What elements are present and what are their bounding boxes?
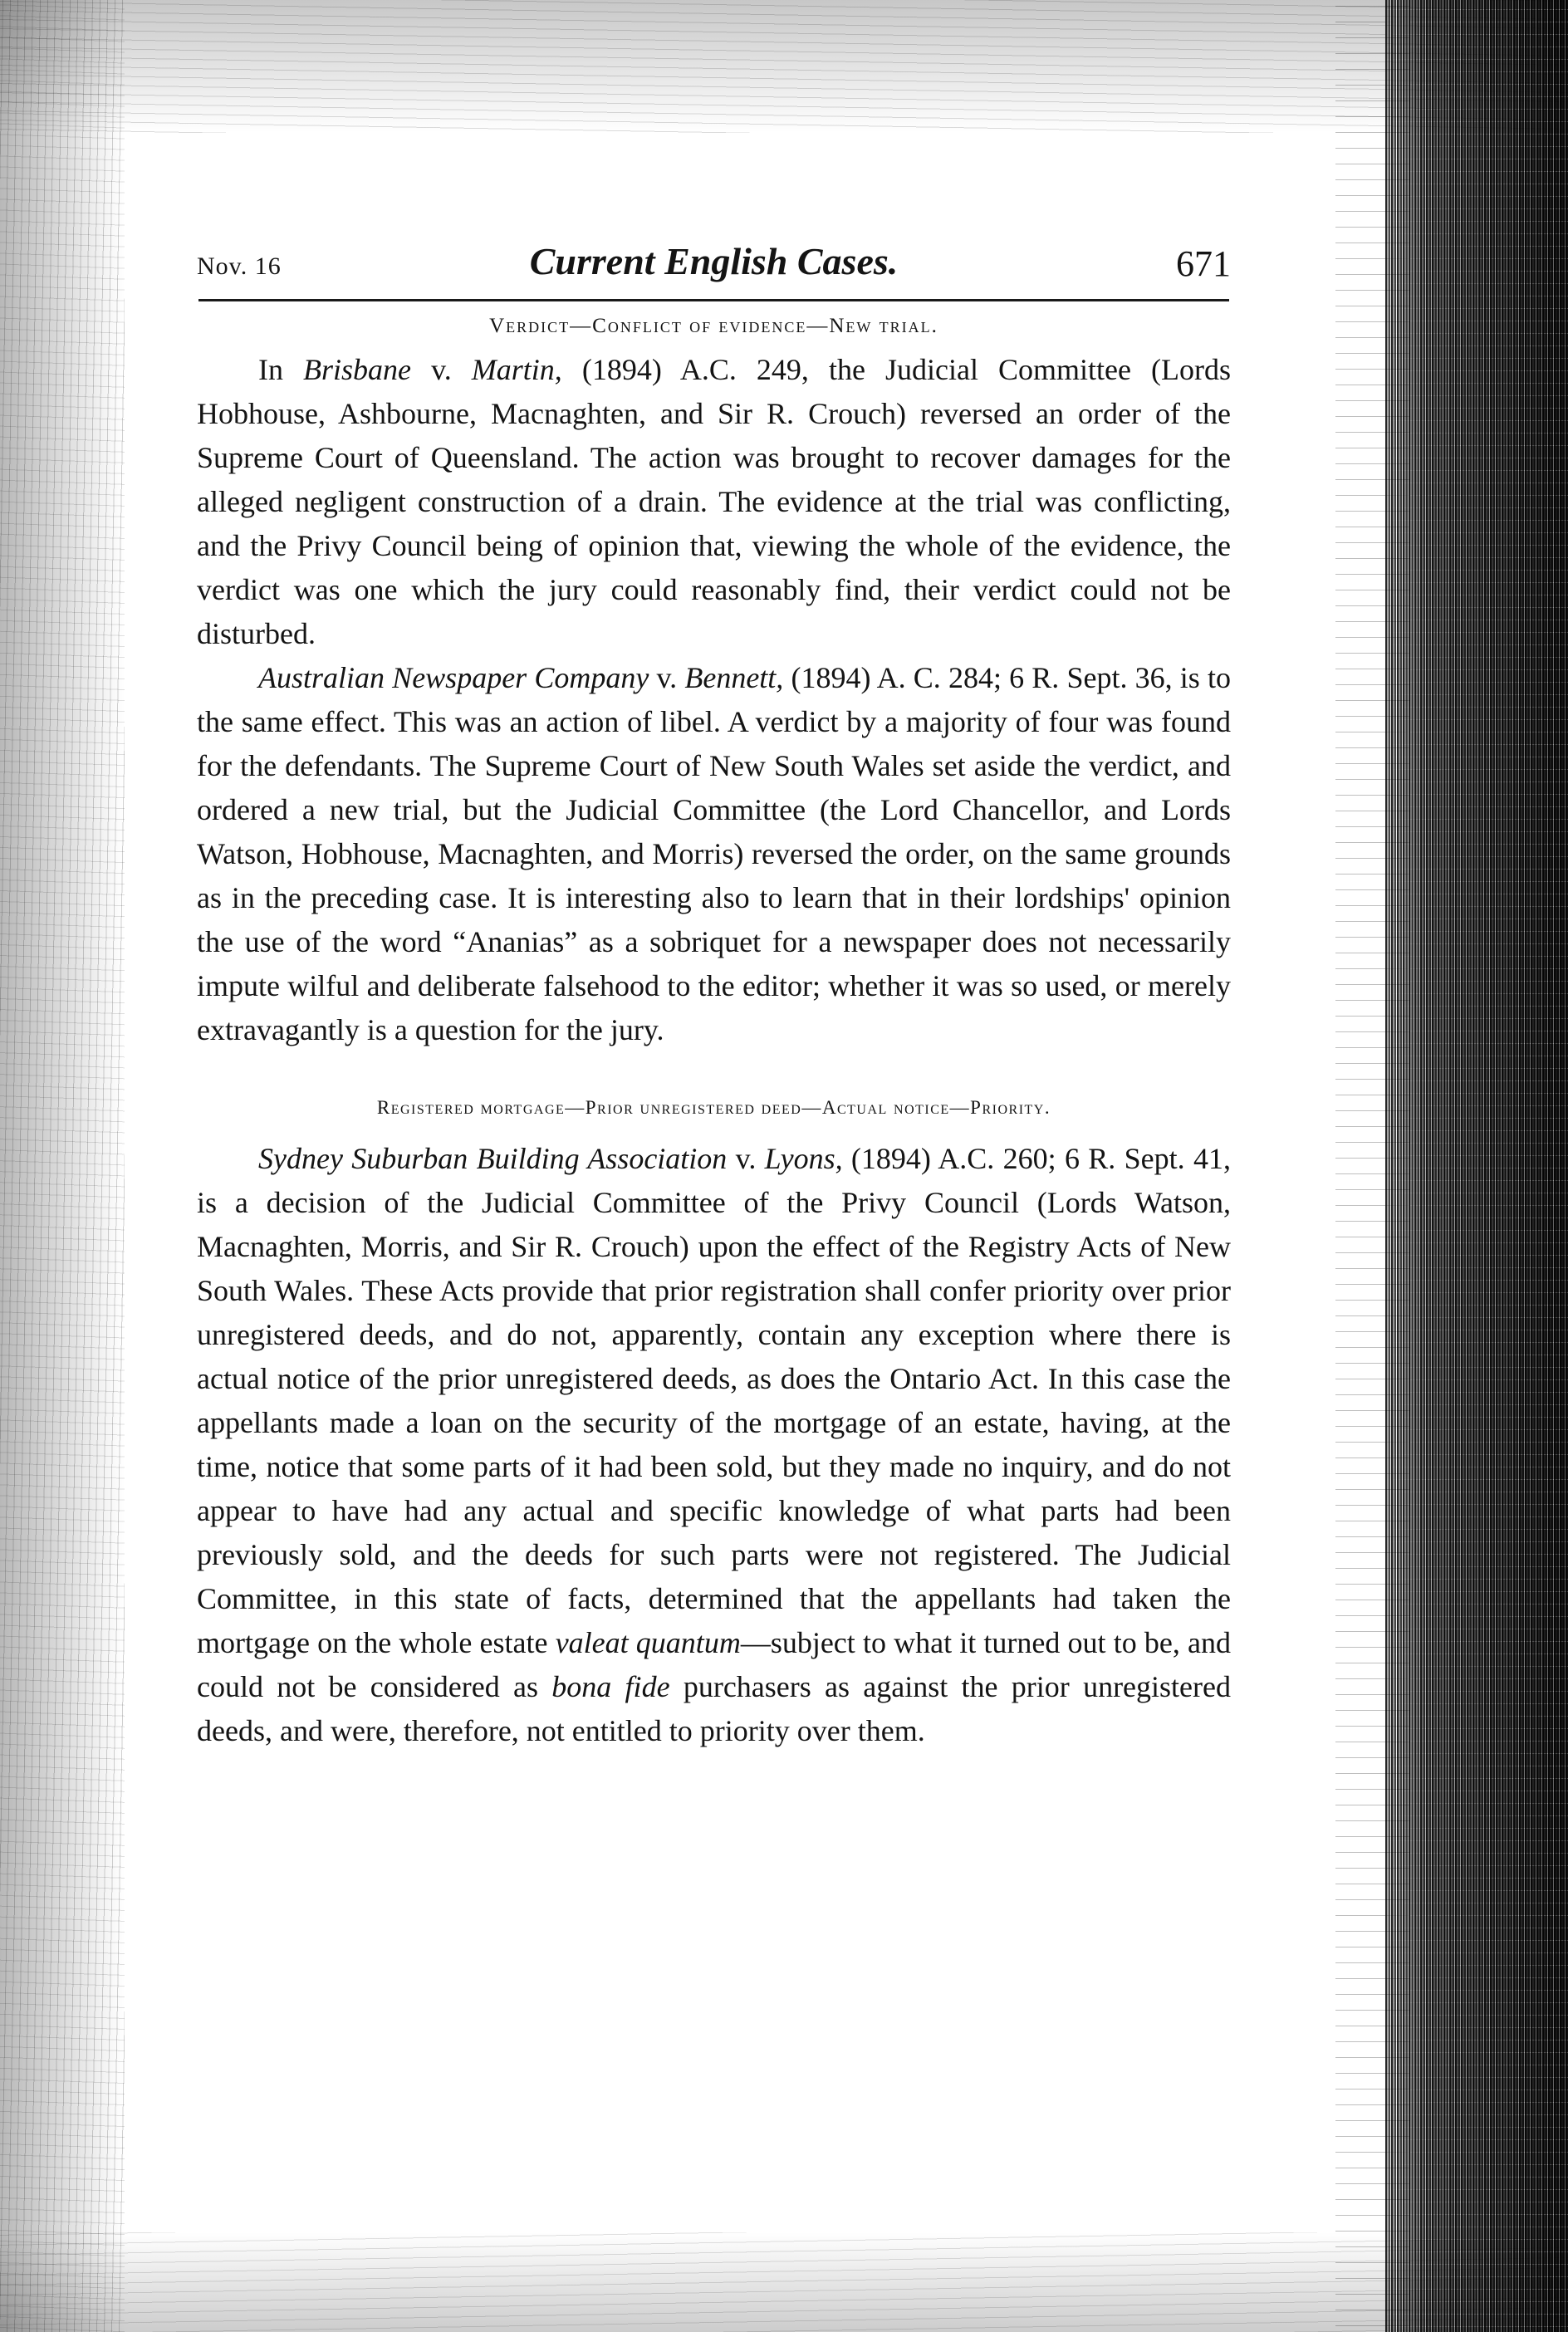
italic-run: Martin, (471, 353, 562, 386)
text-run: v. (727, 1142, 765, 1175)
document-page (197, 239, 1231, 1753)
text-run: (1894) A. C. 284; 6 R. Sept. 36, is to the same effect. This was an action of libel. A verdict by a majority of four was found for the defendants. The Supreme Court of New South Wales set aside the verdict, and ordered a new trial, but the Judicial Committee (the Lord Chancellor, and Lords Watson, Hobhouse, Macnaghten, and Morris) reversed the order, on the same grounds as in the preceding case. It is interesting also to learn that in their lordships' opinion the use of the word “Ananias” as a sobriquet for a newspaper does not necessarily impute wilful and deliberate falsehood to the editor; whether it was so used, or merely extravagantly is a question for the jury. (197, 661, 1231, 1046)
scan-edge-left (0, 0, 125, 2332)
italic-run: bona fide (551, 1670, 670, 1703)
italic-run: Bennett, (684, 661, 784, 694)
italic-run: Australian Newspaper Company (258, 661, 649, 694)
running-head (197, 239, 1231, 291)
section-heading-verdict: Verdict—Conflict of evidence—New trial. (489, 315, 938, 337)
header-title: Current English Cases. (529, 240, 899, 282)
header-date: Nov. 16 (197, 252, 282, 280)
text-run: In (258, 353, 304, 386)
text-run: purchasers as against the prior unregistered deeds, and were, therefore, not entitled to priority over them. (197, 1670, 1231, 1747)
italic-run: Brisbane (303, 353, 412, 386)
italic-run: Sydney Suburban Building Association (258, 1142, 728, 1175)
section-heading-registered-mortgage: Registered mortgage—Prior unregistered deed—Actual notice—Priority. (376, 1097, 1051, 1118)
header-rule (198, 299, 1229, 301)
scan-edge-bottom (0, 2232, 1568, 2332)
text-run: v. (411, 353, 472, 386)
paragraph-brisbane-v-martin (197, 348, 1231, 656)
scan-edge-right (1385, 0, 1568, 2332)
text-run: —subject to what it turned out to be, and could not be considered as (197, 1626, 1232, 1703)
paragraph-sydney-suburban-v-lyons (197, 1137, 1231, 1753)
text-run: v. (649, 661, 685, 694)
italic-run: valeat quantum (555, 1626, 741, 1659)
page-number: 671 (1176, 243, 1231, 284)
text-run: (1894) A.C. 260; 6 R. Sept. 41, is a decision of the Judicial Committee of the Privy Council (Lords Watson, Macnaghten, Morris, and Sir R. Crouch) upon the effect of the Registry Acts of New South Wales. These Acts provide that prior registration shall confer priority over prior unregistered deeds, and do not, apparently, contain any exception where there is actual notice of the prior unregistered deeds, as does the Ontario Act. In this case the appellants made a loan on the security of the mortgage of an estate, having, at the time, notice that some parts of it had been sold, but they made no inquiry, and do not appear to have had any actual and specific knowledge of what parts had been previously sold, and the deeds for such parts were not registered. The Judicial Committee, in this state of facts, determined that the appellants had taken the mortgage on the whole estate (197, 1142, 1231, 1659)
text-run: (1894) A.C. 249, the Judicial Committee (Lords Hobhouse, Ashbourne, Macnaghten, and Sir R. Crouch) reversed an order of the Supreme Court of Queensland. The action was brought to recover damages for the alleged negligent construction of a drain. The evidence at the trial was conflicting, and the Privy Council being of opinion that, viewing the whole of the evidence, the verdict was one which the jury could reasonably find, their verdict could not be disturbed. (197, 353, 1231, 650)
scan-edge-top (0, 0, 1568, 133)
italic-run: Lyons, (764, 1142, 843, 1175)
paragraph-australian-newspaper-v-bennett (197, 656, 1231, 1052)
